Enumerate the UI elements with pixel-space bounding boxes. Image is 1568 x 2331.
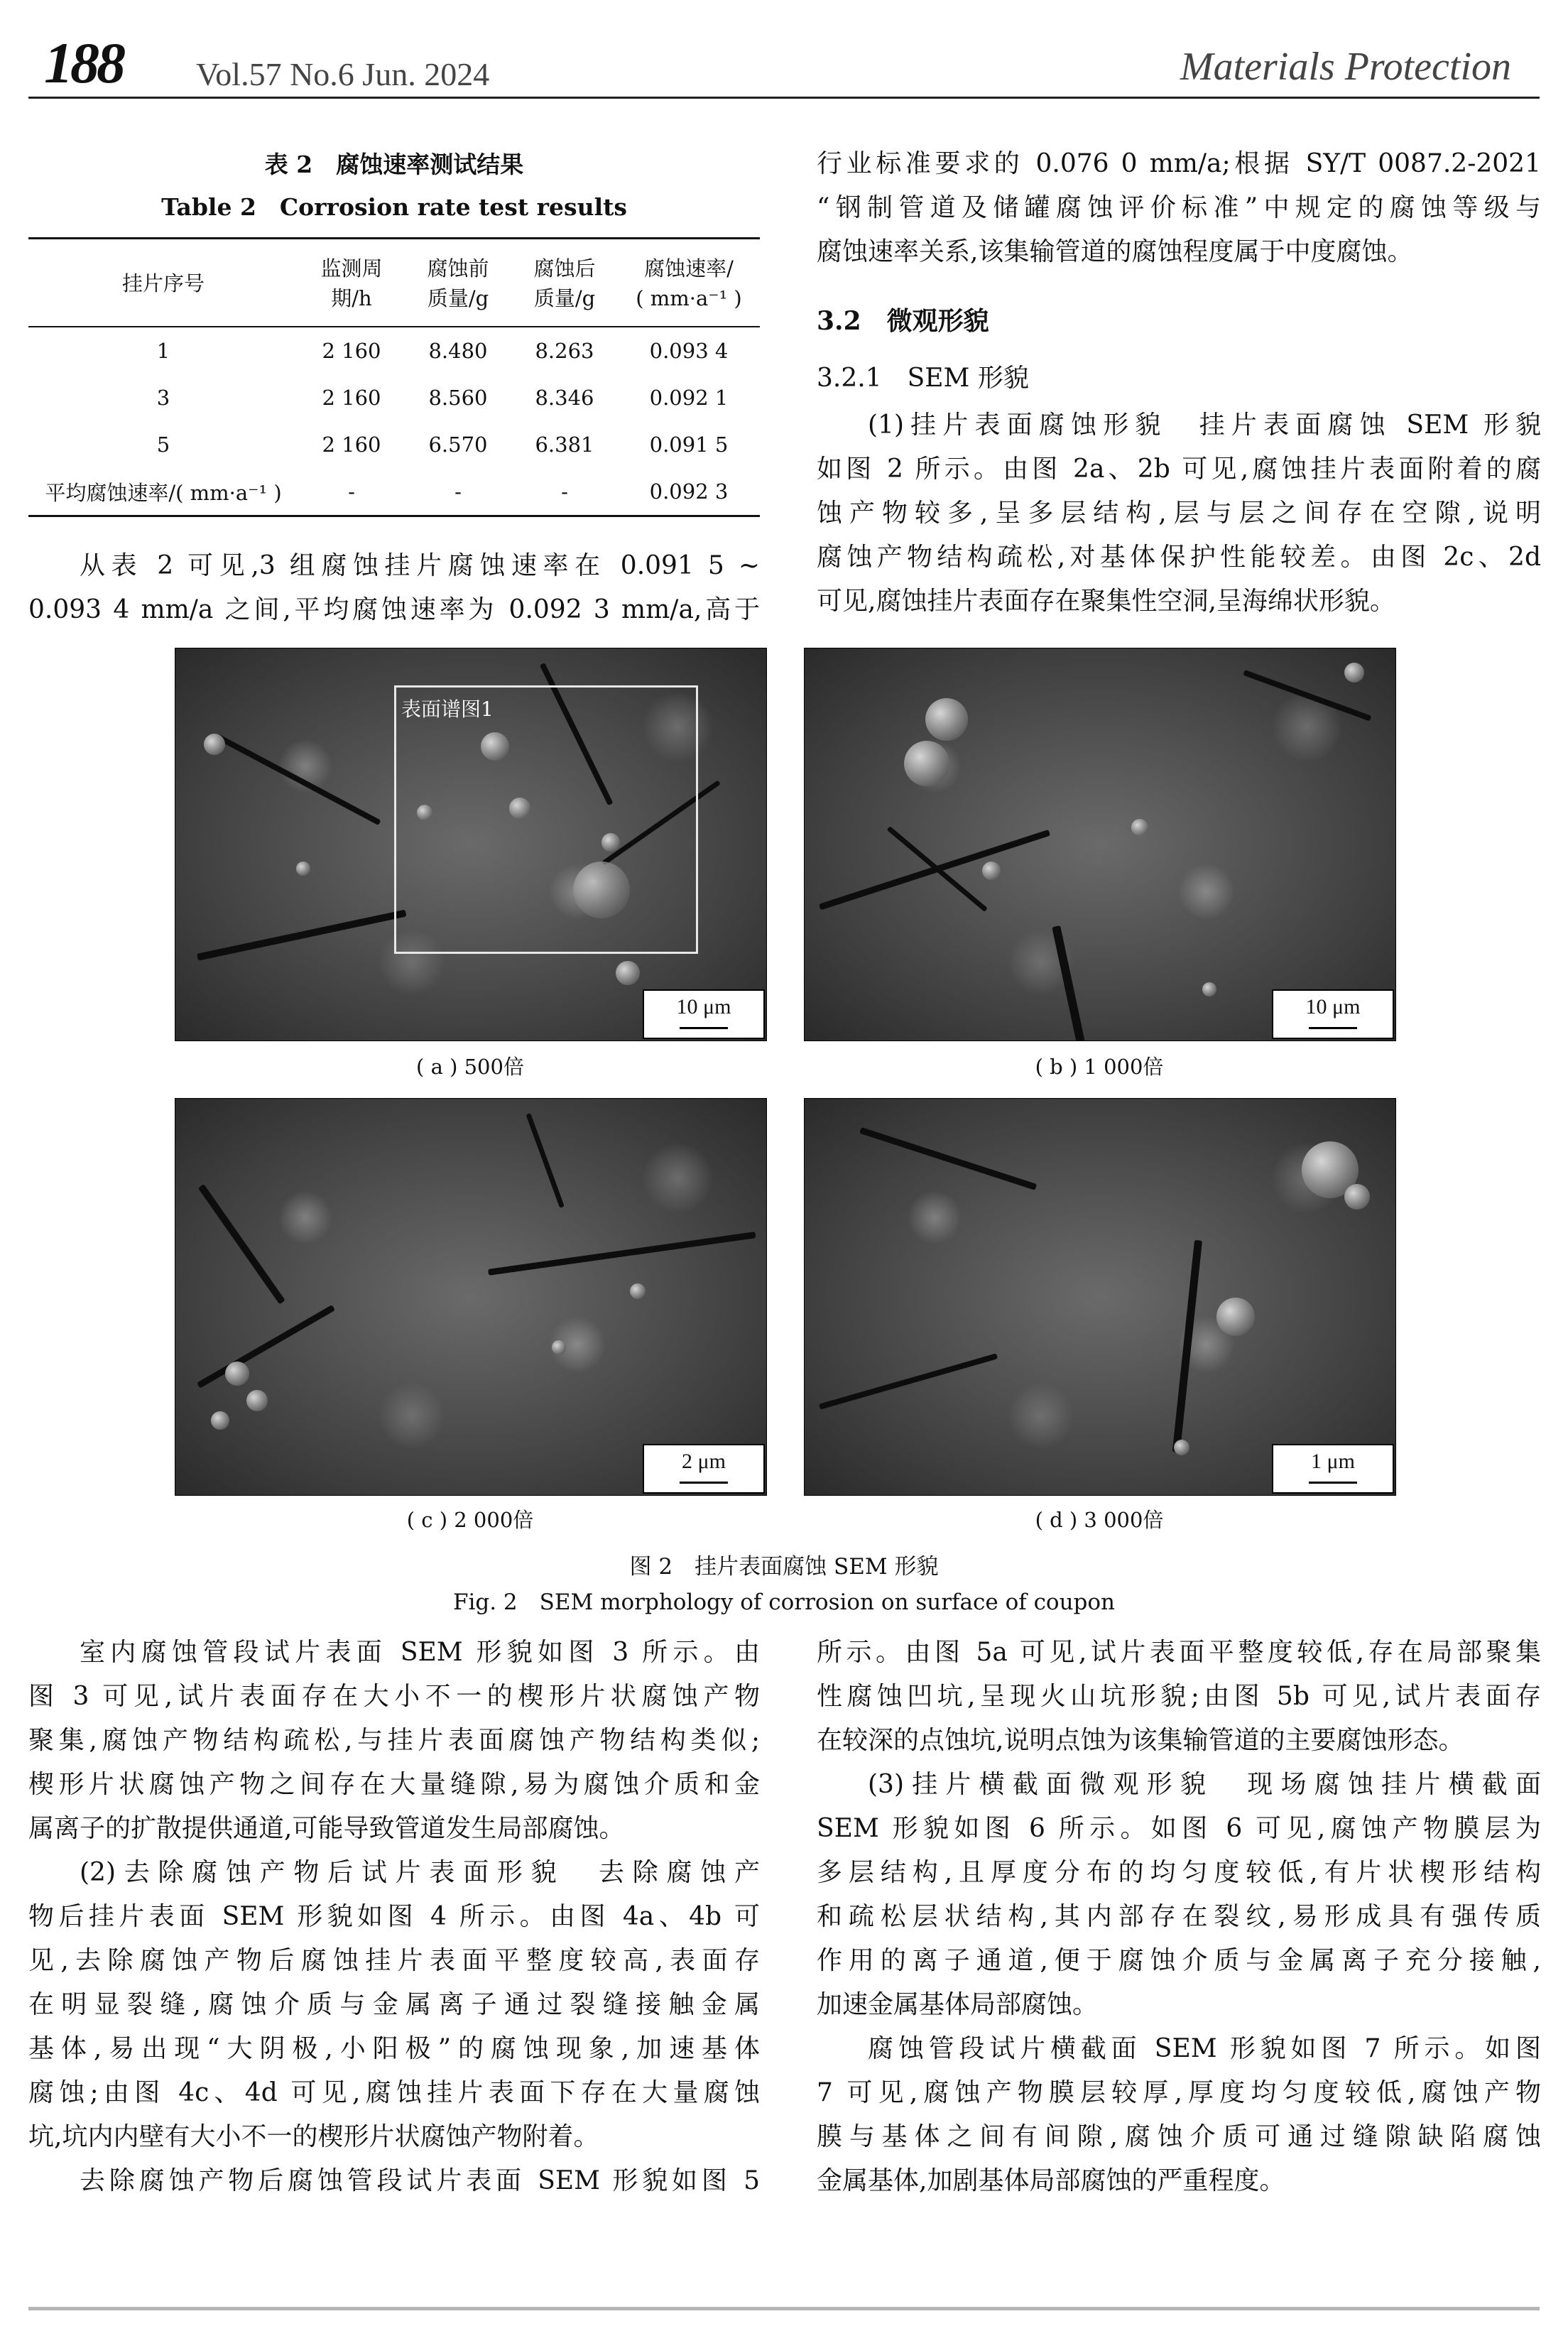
subsection-heading: 3.2.1 SEM 形貌 [817, 364, 1029, 393]
left-top-paragraph [28, 544, 760, 632]
right-bottom-paragraph-2 [817, 1763, 1541, 2027]
right-bottom-paragraph-3 [817, 2027, 1541, 2203]
sem-image-a [175, 648, 767, 1041]
text-line: 见,去除腐蚀产物后腐蚀挂片表面平整度较高,表面存 [28, 1946, 760, 1975]
table-cell: 0.091 5 [649, 433, 729, 457]
text-line: 图 3 可见,试片表面存在大小不一的楔形片状腐蚀产物 [28, 1682, 760, 1711]
text-line: 楔形片状腐蚀产物之间存在大量缝隙,易为腐蚀介质和金 [28, 1770, 760, 1799]
figure-caption-en: Fig. 2 SEM morphology of corrosion on surface of coupon [452, 1590, 1116, 1615]
text-line: 可见,腐蚀挂片表面存在聚集性空洞,呈海绵状形貌。 [817, 587, 1395, 616]
header-mass-after: 腐蚀后 质量/g [533, 256, 596, 311]
text-line: 物后挂片表面 SEM 形貌如图 4 所示。由图 4a、4b 可 [28, 1902, 760, 1931]
text-line: (1)挂片表面腐蚀形貌 挂片表面腐蚀 SEM 形貌 [868, 411, 1541, 440]
text-line: 和疏松层状结构,其内部存在裂纹,易形成具有强传质 [817, 1902, 1541, 1931]
scale-bar [643, 989, 765, 1039]
table-cell: 6.570 [428, 433, 488, 457]
header-period: 监测周 期/h [320, 256, 383, 311]
panel-caption-c: ( c ) 2 000倍 [406, 1508, 534, 1532]
scale-bar [643, 1444, 765, 1494]
text-line: 0.093 4 mm/a 之间,平均腐蚀速率为 0.092 3 mm/a,高于 [28, 595, 760, 624]
table-cell: 0.092 3 [649, 479, 729, 504]
left-bottom-paragraph-3 [28, 2159, 760, 2203]
table-cell: 8.480 [428, 339, 488, 364]
table-row [28, 421, 760, 468]
sem-image-b [804, 648, 1396, 1041]
header-rule [28, 97, 1540, 99]
text-line: 蚀产物较多,呈多层结构,层与层之间存在空隙,说明 [817, 499, 1541, 528]
section-heading: 3.2 微观形貌 [817, 306, 989, 336]
text-line: 属离子的扩散提供通道,可能导致管道发生局部腐蚀。 [28, 1814, 625, 1843]
table-cell: 1 [156, 339, 170, 364]
text-line: 7 可见,腐蚀产物膜层较厚,厚度均匀度较低,腐蚀产物 [817, 2078, 1541, 2107]
right-top-paragraph-2 [817, 403, 1541, 624]
table-cell: 0.093 4 [649, 339, 729, 364]
table-caption-en: Table 2 Corrosion rate test results [161, 193, 627, 221]
scale-text: 10 μm [1305, 995, 1361, 1018]
table-cell: 3 [156, 386, 170, 411]
right-top-paragraph-1 [817, 142, 1541, 274]
text-line: (2)去除腐蚀产物后试片表面形貌 去除腐蚀产 [80, 1858, 760, 1887]
header-coupon-no: 挂片序号 [121, 271, 205, 296]
text-line: 室内腐蚀管段试片表面 SEM 形貌如图 3 所示。由 [80, 1638, 760, 1667]
text-line: (3)挂片横截面微观形貌 现场腐蚀挂片横截面 [868, 1770, 1541, 1799]
scale-bar [1272, 1444, 1394, 1494]
text-line: 行业标准要求的 0.076 0 mm/a;根据 SY/T 0087.2-2021 [817, 149, 1541, 178]
table-row [28, 374, 760, 421]
text-line: 腐蚀速率关系,该集输管道的腐蚀程度属于中度腐蚀。 [817, 237, 1413, 266]
table-caption-cn: 表 2 腐蚀速率测试结果 [264, 151, 524, 178]
text-line: 基体,易出现“大阴极,小阳极”的腐蚀现象,加速基体 [28, 2034, 760, 2063]
table-cell: 8.263 [535, 339, 594, 364]
scale-text: 2 μm [682, 1450, 726, 1473]
table-cell: - [454, 479, 462, 504]
text-line: 性腐蚀凹坑,呈现火山坑形貌;由图 5b 可见,试片表面存 [817, 1682, 1541, 1711]
panel-caption-d: ( d ) 3 000倍 [1035, 1508, 1164, 1532]
sem-image-c [175, 1098, 767, 1496]
text-line: 腐蚀管段试片横截面 SEM 形貌如图 7 所示。如图 [868, 2034, 1541, 2063]
spectrum-region-box [394, 685, 698, 954]
table-cell: - [561, 479, 568, 504]
table-cell: 2 160 [322, 339, 381, 364]
table-cell: 平均腐蚀速率/( mm·a⁻¹ ) [45, 480, 282, 505]
page-number: 188 [44, 31, 123, 95]
text-line: 去除腐蚀产物后腐蚀管段试片表面 SEM 形貌如图 5 [80, 2166, 760, 2195]
text-line: 金属基体,加剧基体局部腐蚀的严重程度。 [817, 2166, 1285, 2195]
spectrum-label: 表面谱图1 [401, 697, 494, 721]
table-row [28, 327, 760, 374]
text-line: 腐蚀产物结构疏松,对基体保护性能较差。由图 2c、2d [817, 543, 1541, 572]
table-row [28, 468, 760, 516]
text-line: “钢制管道及储罐腐蚀评价标准”中规定的腐蚀等级与 [817, 193, 1541, 222]
left-bottom-paragraph-1 [28, 1631, 760, 1851]
text-line: 在明显裂缝,腐蚀介质与金属离子通过裂缝接触金属 [28, 1990, 760, 2019]
footer-rule [28, 2307, 1540, 2310]
figure-caption-cn: 图 2 挂片表面腐蚀 SEM 形貌 [629, 1554, 939, 1580]
sem-image-d [804, 1098, 1396, 1496]
table-cell: 8.346 [535, 386, 594, 411]
journal-title: Materials Protection [1180, 45, 1511, 89]
right-bottom-paragraph-1 [817, 1631, 1541, 1763]
table-cell: 2 160 [322, 433, 381, 457]
text-line: 在较深的点蚀坑,说明点蚀为该集输管道的主要腐蚀形态。 [817, 1726, 1464, 1755]
text-line: SEM 形貌如图 6 所示。如图 6 可见,腐蚀产物膜层为 [817, 1814, 1541, 1843]
header-mass-before: 腐蚀前 质量/g [427, 256, 489, 311]
text-line: 腐蚀;由图 4c、4d 可见,腐蚀挂片表面下存在大量腐蚀 [28, 2078, 760, 2107]
issue-info: Vol.57 No.6 Jun. 2024 [196, 56, 490, 92]
panel-caption-b: ( b ) 1 000倍 [1035, 1055, 1164, 1079]
text-line: 如图 2 所示。由图 2a、2b 可见,腐蚀挂片表面附着的腐 [817, 455, 1541, 484]
scale-text: 10 μm [676, 995, 731, 1018]
table-header-row [28, 239, 760, 327]
text-line: 加速金属基体局部腐蚀。 [817, 1990, 1099, 2019]
text-line: 聚集,腐蚀产物结构疏松,与挂片表面腐蚀产物结构类似; [28, 1726, 760, 1755]
left-bottom-paragraph-2 [28, 1851, 760, 2159]
table-cell: 0.092 1 [649, 386, 729, 411]
table-cell: 5 [156, 433, 170, 457]
scale-text: 1 μm [1311, 1450, 1355, 1473]
panel-caption-a: ( a ) 500倍 [416, 1055, 524, 1079]
text-line: 坑,坑内内壁有大小不一的楔形片状腐蚀产物附着。 [28, 2122, 599, 2151]
table-cell: 8.560 [428, 386, 488, 411]
scale-bar [1272, 989, 1394, 1039]
text-line: 所示。由图 5a 可见,试片表面平整度较低,存在局部聚集 [817, 1638, 1541, 1667]
table-cell: 2 160 [322, 386, 381, 411]
text-line: 作用的离子通道,便于腐蚀介质与金属离子充分接触, [817, 1946, 1541, 1975]
table-cell: 6.381 [535, 433, 594, 457]
corrosion-rate-table [28, 237, 760, 517]
text-line: 从表 2 可见,3 组腐蚀挂片腐蚀速率在 0.091 5 ~ [80, 551, 760, 580]
text-line: 膜与基体之间有间隙,腐蚀介质可通过缝隙缺陷腐蚀 [817, 2122, 1541, 2151]
text-line: 多层结构,且厚度分布的均匀度较低,有片状楔形结构 [817, 1858, 1541, 1887]
table-cell: - [348, 479, 355, 504]
header-rate: 腐蚀速率/ ( mm·a⁻¹ ) [636, 256, 742, 311]
